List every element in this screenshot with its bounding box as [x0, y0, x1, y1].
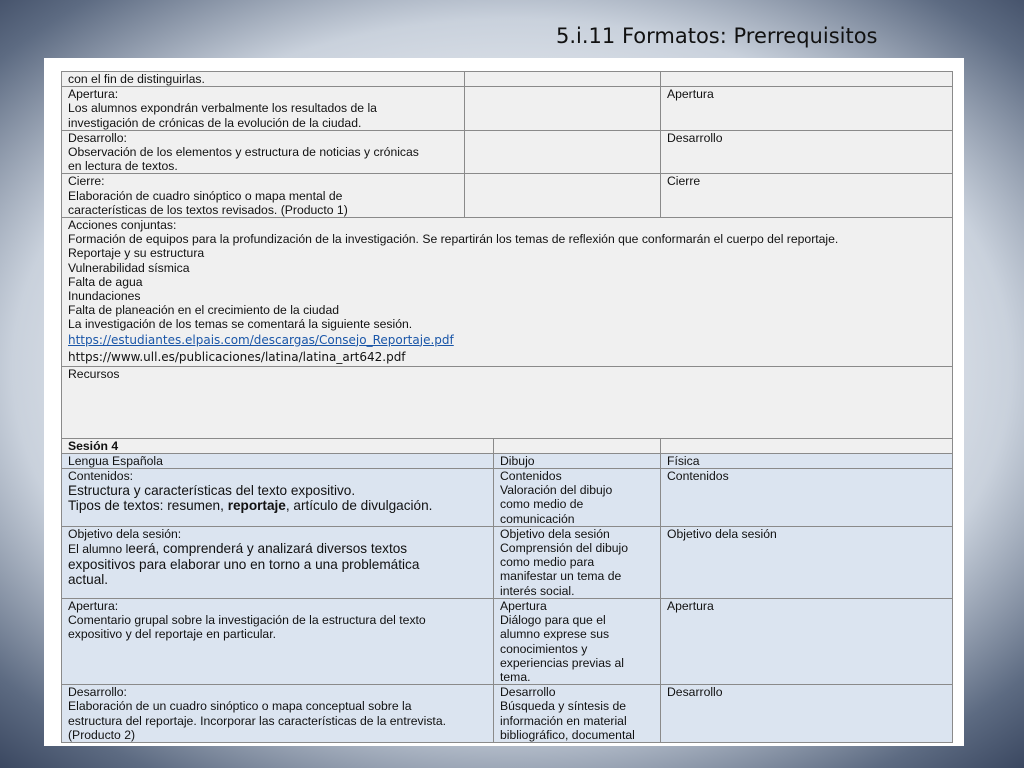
table-row-apertura: [62, 87, 953, 131]
subject-dibujo: Dibujo: [500, 453, 535, 468]
cell-line: Búsqueda y síntesis de: [500, 699, 627, 714]
cell-line: Los alumnos expondrán verbalmente los resultados de la: [68, 101, 377, 116]
session-heading: Sesión 4: [68, 438, 119, 453]
table-cell: [661, 174, 953, 218]
table-row-cierre: [62, 174, 953, 218]
table-cell: [62, 174, 465, 218]
table-row-objetivo: [62, 526, 953, 598]
cell-line: Objetivo dela sesión: [500, 526, 610, 541]
document-page: [44, 58, 964, 746]
cell-line: como medio para: [500, 555, 595, 570]
table-cell: [62, 438, 494, 453]
cell-heading: Apertura: [667, 598, 714, 613]
table-cell: [661, 130, 953, 174]
cell-line: comunicación: [500, 511, 575, 526]
contenidos-line: Tipos de textos: resumen, reportaje, artículo de divulgación.: [68, 498, 433, 514]
table-cell: [62, 72, 465, 87]
table-row-recursos: [62, 366, 953, 438]
table-cell: [62, 685, 494, 743]
cell-line: información en material: [500, 713, 627, 728]
table-cell: [661, 72, 953, 87]
table-cell: [62, 130, 465, 174]
cell-line: manifestar un tema de: [500, 569, 622, 584]
acciones-line: Reportaje y su estructura: [68, 246, 205, 261]
recursos-label: Recursos: [68, 366, 120, 381]
table-cell: [494, 453, 661, 468]
cell-heading: Objetivo dela sesión:: [68, 526, 182, 541]
cell-line: Contenidos: [500, 469, 562, 484]
cell-heading: Cierre: [667, 174, 701, 189]
table-row-desarrollo: [62, 130, 953, 174]
table-cell: [465, 87, 661, 131]
table-cell: [465, 130, 661, 174]
table-cell: [62, 366, 953, 438]
cell-heading: Objetivo dela sesión: [667, 526, 777, 541]
table-row-sesion: [62, 438, 953, 453]
subject-lengua: Lengua Española: [68, 453, 163, 468]
table-row-desarrollo-s4: [62, 685, 953, 743]
cell-line: características de los textos revisados. (Producto 1): [68, 202, 348, 217]
slide-title: 5.i.11 Formatos: Prerrequisitos: [556, 24, 878, 48]
table-cell: [494, 438, 661, 453]
cell-line: Comprensión del dibujo: [500, 541, 629, 556]
table-row: [62, 72, 953, 87]
cell-line: conocimientos y: [500, 641, 588, 656]
table-cell: [661, 469, 953, 527]
table-cell: [494, 598, 661, 684]
cell-line: Elaboración de cuadro sinóptico o mapa mental de: [68, 188, 343, 203]
cell-line: investigación de crónicas de la evolución de la ciudad.: [68, 115, 362, 130]
table-cell: [661, 87, 953, 131]
cell-line: Desarrollo: [500, 685, 556, 700]
table-cell: [465, 174, 661, 218]
cell-line: Valoración del dibujo: [500, 483, 613, 498]
table-row-acciones: [62, 218, 953, 367]
cell-heading: Contenidos:: [68, 469, 134, 484]
acciones-line: Vulnerabilidad sísmica: [68, 260, 190, 275]
cell-line: expositivo y del reportaje en particular.: [68, 627, 276, 642]
acciones-heading: Acciones conjuntas:: [68, 218, 177, 233]
row-text: con el fin de distinguirlas.: [68, 72, 205, 86]
cell-heading: Cierre:: [68, 174, 105, 189]
cell-line: Apertura: [500, 598, 547, 613]
table-cell: [62, 598, 494, 684]
cell-heading: Apertura:: [68, 87, 119, 102]
objetivo-line: El alumno leerá, comprenderá y analizará diversos textos: [68, 541, 408, 557]
cell-heading: Desarrollo: [667, 130, 723, 145]
table-cell: [62, 87, 465, 131]
cell-line: Observación de los elementos y estructura de noticias y crónicas: [68, 145, 419, 160]
table-row-subjects: [62, 453, 953, 468]
cell-line: Diálogo para que el: [500, 613, 606, 628]
table-cell: [661, 438, 953, 453]
cell-heading: Contenidos: [667, 469, 729, 484]
table-cell: [62, 526, 494, 598]
cell-line: estructura del reportaje. Incorporar las características de la entrevista.: [68, 713, 446, 728]
acciones-line: Inundaciones: [68, 289, 141, 304]
table-cell: [494, 469, 661, 527]
table-cell: [661, 685, 953, 743]
table-cell: [62, 453, 494, 468]
cell-heading: Desarrollo: [667, 685, 723, 700]
cell-line: en lectura de textos.: [68, 159, 178, 174]
cell-line: Elaboración de un cuadro sinóptico o mapa conceptual sobre la: [68, 699, 412, 714]
table-cell: [661, 526, 953, 598]
acciones-line: Falta de agua: [68, 274, 143, 289]
elpais-link[interactable]: https://estudiantes.elpais.com/descargas/Consejo_Reportaje.pdf: [68, 332, 454, 347]
cell-line: experiencias previas al: [500, 655, 624, 670]
objetivo-line: actual.: [68, 572, 109, 588]
table-cell: [465, 72, 661, 87]
cell-line: Comentario grupal sobre la investigación de la estructura del texto: [68, 613, 426, 628]
reportaje-bold: reportaje: [227, 498, 286, 514]
cell-line: interés social.: [500, 583, 575, 598]
table-cell: [62, 469, 494, 527]
objetivo-line: expositivos para elaborar uno en torno a una problemática: [68, 557, 420, 573]
subject-fisica: Física: [667, 453, 700, 468]
table-cell: [661, 598, 953, 684]
cell-heading: Desarrollo:: [68, 685, 127, 700]
cell-line: como medio de: [500, 497, 584, 512]
acciones-line: La investigación de los temas se comentará la siguiente sesión.: [68, 317, 413, 332]
ull-url: https://www.ull.es/publicaciones/latina/latina_art642.pdf: [68, 349, 406, 364]
table-cell: [494, 526, 661, 598]
cell-heading: Desarrollo:: [68, 130, 127, 145]
cell-line: bibliográfico, documental: [500, 727, 635, 742]
cell-line: alumno exprese sus: [500, 627, 610, 642]
cell-heading: Apertura:: [68, 598, 119, 613]
table-cell: [494, 685, 661, 743]
table-cell: [661, 453, 953, 468]
acciones-line: Falta de planeación en el crecimiento de la ciudad: [68, 303, 340, 318]
cell-line: (Producto 2): [68, 727, 136, 742]
table-cell: [62, 218, 953, 367]
acciones-line: Formación de equipos para la profundización de la investigación. Se repartirán los temas de reflexión que conformarán el cuerpo del reportaje.: [68, 232, 839, 247]
cell-heading: Apertura: [667, 87, 714, 102]
table-row-contenidos: [62, 469, 953, 527]
cell-line: tema.: [500, 669, 531, 684]
table-row-apertura-s4: [62, 598, 953, 684]
planning-table: [61, 71, 953, 743]
contenidos-line: Estructura y características del texto expositivo.: [68, 483, 356, 499]
